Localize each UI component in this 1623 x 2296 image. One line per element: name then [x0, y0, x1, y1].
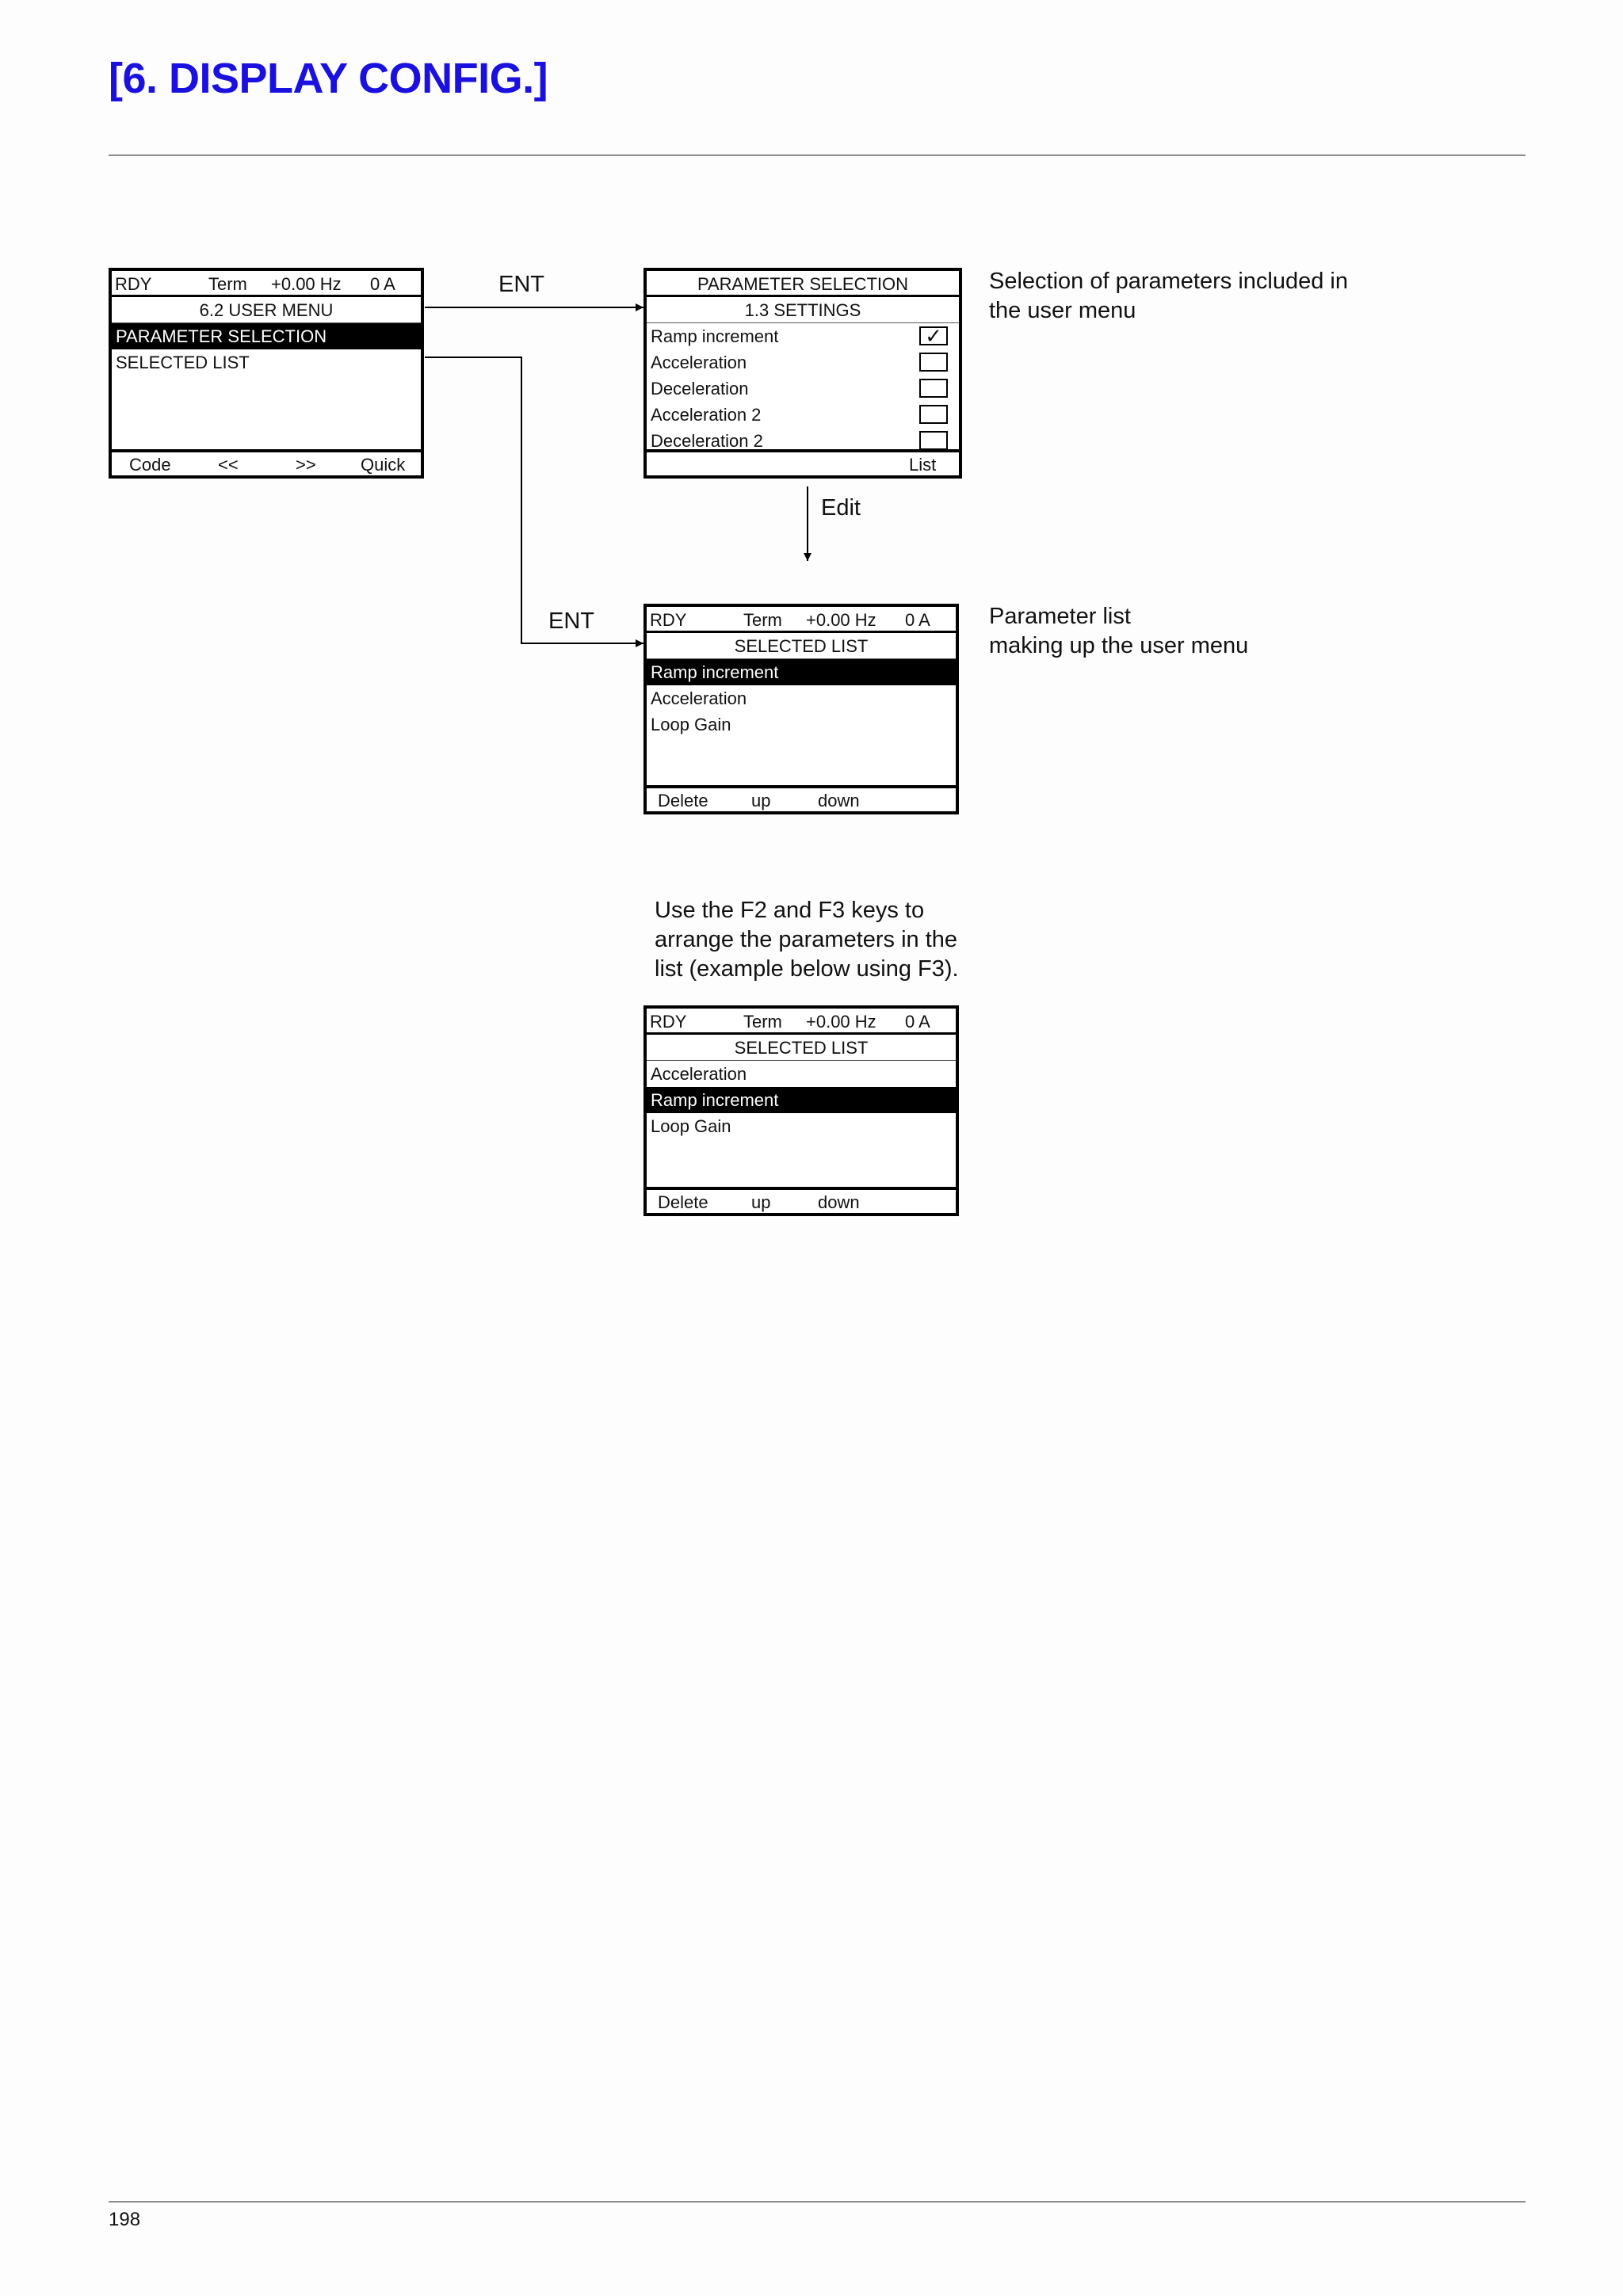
menu-item-selected-list[interactable]: SELECTED LIST — [116, 353, 250, 372]
status-bar — [647, 607, 956, 633]
status-state: RDY — [650, 610, 687, 630]
key-delete[interactable]: Delete — [658, 791, 708, 810]
key-list[interactable]: List — [909, 455, 937, 475]
param-row-deceleration[interactable] — [647, 376, 959, 402]
description-line: list (example below using F3). — [655, 956, 959, 982]
arrow-ent-to-selected-list — [425, 357, 643, 643]
checkbox-unchecked[interactable] — [919, 431, 948, 450]
key-code[interactable]: Code — [129, 455, 171, 475]
key-up[interactable]: up — [751, 1192, 771, 1212]
param-label: Acceleration 2 — [651, 405, 762, 425]
page-number: 198 — [109, 2209, 141, 2230]
screen-parameter-selection — [643, 268, 962, 479]
checkbox-unchecked[interactable] — [919, 379, 948, 398]
param-row-ramp-increment[interactable] — [647, 323, 959, 349]
status-frequency: +0.00 Hz — [806, 610, 876, 630]
list-item-loop-gain[interactable]: Loop Gain — [651, 1116, 731, 1136]
edit-label: Edit — [821, 495, 861, 521]
status-current: 0 A — [370, 274, 395, 294]
description-line: Parameter list — [989, 604, 1131, 629]
screen-selected-list-after — [643, 1005, 959, 1216]
screen-title: SELECTED LIST — [647, 633, 956, 659]
list-item-loop-gain[interactable]: Loop Gain — [651, 715, 731, 734]
param-label: Deceleration 2 — [651, 431, 763, 451]
checkbox-unchecked[interactable] — [919, 405, 948, 424]
status-current: 0 A — [905, 1012, 930, 1032]
screen-user-menu — [109, 268, 424, 479]
screen-subtitle: 1.3 SETTINGS — [647, 297, 959, 323]
description-parameter-selection — [989, 267, 1348, 326]
ent-label-2: ENT — [548, 608, 594, 634]
list-item-ramp-increment[interactable]: Ramp increment — [647, 1087, 956, 1113]
ent-label-1: ENT — [498, 272, 544, 297]
key-delete[interactable]: Delete — [658, 1192, 708, 1212]
status-state: RDY — [115, 274, 152, 294]
description-arrange — [655, 896, 959, 984]
screen-title: PARAMETER SELECTION — [647, 271, 959, 297]
param-row-acceleration[interactable] — [647, 349, 959, 376]
function-key-bar — [647, 449, 959, 475]
description-line: arrange the parameters in the — [655, 927, 958, 952]
param-row-acceleration-2[interactable] — [647, 402, 959, 428]
screen-title: 6.2 USER MENU — [112, 297, 421, 323]
key-down[interactable]: down — [818, 1192, 860, 1212]
footer-divider — [109, 2201, 1526, 2203]
status-bar — [112, 271, 421, 297]
list-item-ramp-increment[interactable]: Ramp increment — [647, 659, 956, 685]
description-line: Use the F2 and F3 keys to — [655, 898, 925, 923]
screen-title: SELECTED LIST — [647, 1035, 956, 1061]
key-quick[interactable]: Quick — [361, 455, 406, 475]
key-up[interactable]: up — [751, 791, 771, 810]
status-source: Term — [208, 274, 247, 294]
param-label: Deceleration — [651, 379, 749, 399]
function-key-bar — [647, 1187, 956, 1213]
checkbox-checked[interactable]: ✓ — [919, 326, 948, 345]
key-down[interactable]: down — [818, 791, 860, 810]
key-next[interactable]: >> — [296, 455, 316, 475]
status-frequency: +0.00 Hz — [271, 274, 342, 294]
checkbox-unchecked[interactable] — [919, 353, 948, 372]
function-key-bar — [112, 449, 421, 475]
status-state: RDY — [650, 1012, 687, 1032]
param-label: Acceleration — [651, 353, 747, 372]
key-previous[interactable]: << — [218, 455, 239, 475]
description-line: making up the user menu — [989, 633, 1249, 658]
description-line: Selection of parameters included in — [989, 269, 1348, 294]
status-source: Term — [743, 1012, 782, 1032]
list-item-acceleration[interactable]: Acceleration — [651, 1064, 747, 1084]
status-source: Term — [743, 610, 782, 630]
page-title: [6. DISPLAY CONFIG.] — [109, 55, 548, 102]
status-frequency: +0.00 Hz — [806, 1012, 876, 1032]
screen-selected-list-before — [643, 604, 959, 814]
status-bar — [647, 1009, 956, 1035]
description-line: the user menu — [989, 298, 1136, 323]
status-current: 0 A — [905, 610, 930, 630]
list-item-acceleration[interactable]: Acceleration — [651, 688, 747, 708]
param-label: Ramp increment — [651, 326, 779, 346]
description-selected-list — [989, 602, 1248, 661]
menu-item-parameter-selection[interactable]: PARAMETER SELECTION — [112, 323, 421, 349]
function-key-bar — [647, 785, 956, 811]
